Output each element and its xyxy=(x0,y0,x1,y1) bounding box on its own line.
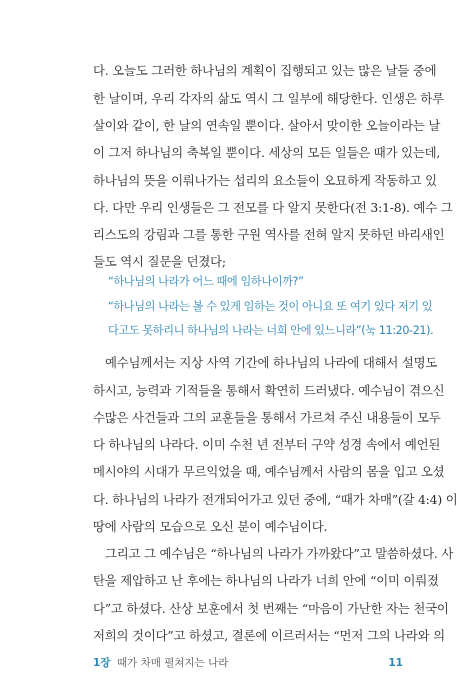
text-line: 메시야의 시대가 무르익었을 때, 예수님께서 사람의 몸을 입고 오셨 xyxy=(93,464,445,479)
page-number: 11 xyxy=(388,657,403,669)
text-line: 살이와 같이, 한 날의 연속일 뿐이다. 살아서 맞이한 오늘이라는 날 xyxy=(93,118,441,133)
text-line: 저희의 것이다”고 하셨고, 결론에 이르러서는 “먼저 그의 나라와 의 xyxy=(93,628,445,643)
text-line: 예수님께서는 지상 사역 기간에 하나님의 나라에 대해서 설명도 xyxy=(105,355,438,370)
text-line: 리스도의 강림과 그를 통한 구원 역사를 전혀 알지 못하던 바리새인 xyxy=(93,227,445,242)
text-line: 땅에 사람의 모습으로 오신 분이 예수님이다. xyxy=(93,519,328,534)
text-line: 다 하나님의 나라다. 이미 수천 년 전부터 구약 성경 속에서 예언된 xyxy=(93,437,441,452)
scripture-quote: “하나님의 나라가 어느 때에 임하나이까?” xyxy=(108,275,304,288)
scripture-quote: 다고도 못하리니 하나님의 나라는 너희 안에 있느니라”(눅 11:20-21). xyxy=(108,324,434,337)
text-line: 들도 역시 질문을 던졌다; xyxy=(93,254,226,269)
chapter-title: 때가 차매 펼쳐지는 나라 xyxy=(117,657,229,669)
text-line: 다”고 하셨다. 산상 보훈에서 첫 번째는 “마음이 가난한 자는 천국이 xyxy=(93,601,449,616)
text-line: 다. 다만 우리 인생들은 그 전모를 다 알지 못한다(전 3:1-8). 예수 그 xyxy=(93,200,453,215)
text-line: 이 그저 하나님의 축복일 뿐이다. 세상의 모든 일들은 때가 있는데, xyxy=(93,145,441,160)
chapter-number: 1장 xyxy=(93,657,111,669)
text-line: 그리고 그 예수님은 “하나님의 나라가 가까왔다”고 말씀하셨다. 사 xyxy=(105,546,454,561)
scripture-quote: “하나님의 나라는 볼 수 있게 임하는 것이 아니요 또 여기 있다 저기 있 xyxy=(108,300,433,313)
text-line: 한 날이며, 우리 각자의 삶도 역시 그 일부에 해당한다. 인생은 하루 xyxy=(93,91,444,106)
text-line: 탄을 제압하고 난 후에는 하나님의 나라가 너희 안에 “이미 이뤄졌 xyxy=(93,573,439,588)
text-line: 다. 하나님의 나라가 전개되어가고 있던 중에, “때가 차매”(갈 4:4) 이 xyxy=(93,492,458,507)
text-line: 하나님의 뜻을 이뤄나가는 섭리의 요소들이 오묘하게 작동하고 있 xyxy=(93,173,437,188)
text-line: 하시고, 능력과 기적들을 통해서 확연히 드러냈다. 예수님이 겪으신 xyxy=(93,383,445,398)
text-line: 다. 오늘도 그러한 하나님의 계획이 집행되고 있는 많은 날들 중에 xyxy=(93,63,437,78)
text-line: 수많은 사건들과 그의 교훈들을 통해서 가르쳐 주신 내용들이 모두 xyxy=(93,410,441,425)
